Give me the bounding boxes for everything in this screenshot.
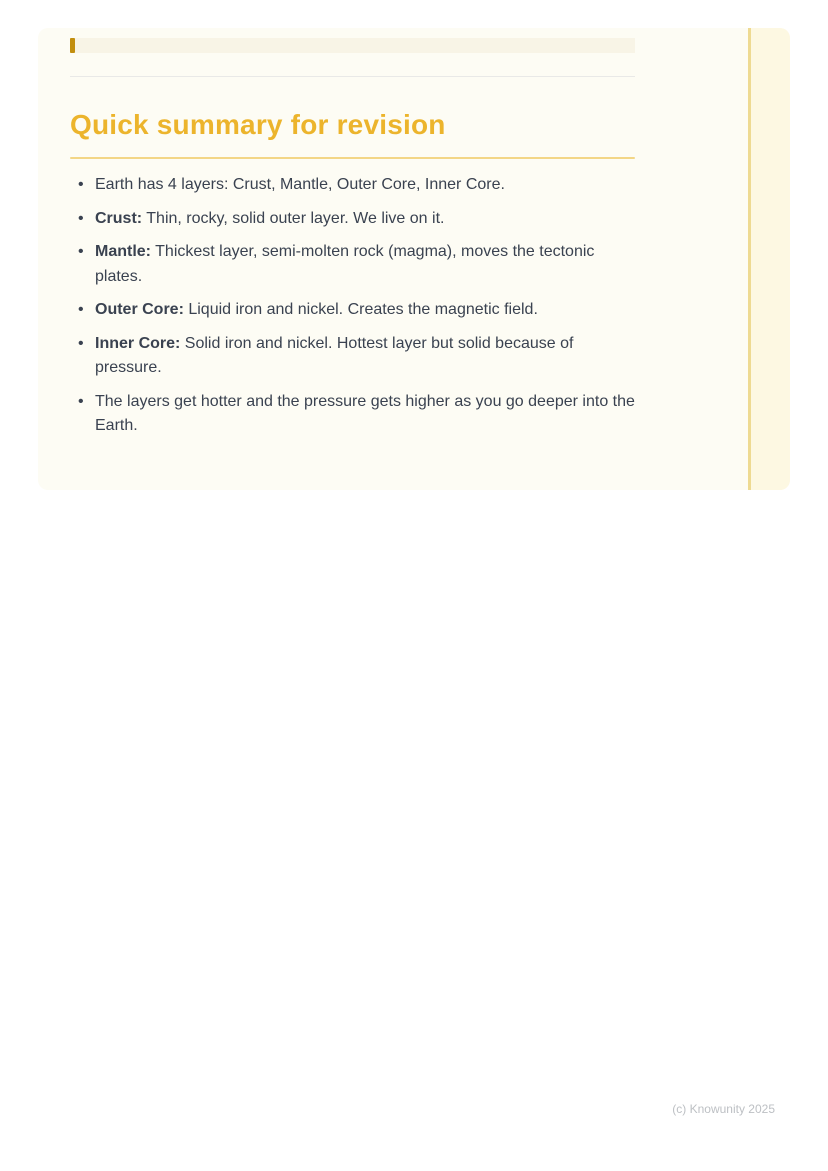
notes-card — [38, 28, 790, 490]
list-item-text: The layers get hotter and the pressure gets higher as you go deeper into the Earth. — [95, 392, 635, 434]
callout-remnant — [70, 38, 635, 53]
section-heading: Quick summary for revision — [70, 109, 446, 140]
card-content — [70, 28, 635, 448]
heading-underline — [70, 157, 635, 159]
summary-list — [70, 173, 635, 439]
copyright-footer: (c) Knowunity 2025 — [672, 1102, 775, 1116]
decorative-side-strip — [748, 28, 790, 490]
list-item-text: Thin, rocky, solid outer layer. We live on it. — [142, 209, 445, 227]
list-item-text: Liquid iron and nickel. Creates the magnetic field. — [183, 301, 538, 318]
list-item — [70, 240, 635, 289]
list-item-text: Solid iron and nickel. Hottest layer but solid because of pressure. — [95, 334, 574, 376]
list-item — [70, 298, 635, 323]
list-item-term: Mantle: — [95, 243, 151, 260]
list-item-text: Earth has 4 layers: Crust, Mantle, Outer Core, Inner Core. — [95, 176, 505, 193]
list-item — [70, 173, 635, 198]
list-item-term: Outer Core: — [95, 301, 184, 318]
list-item — [70, 332, 635, 381]
list-item-text: Thickest layer, semi-molten rock (magma), moves the tectonic plates. — [95, 243, 595, 285]
list-item-term: Crust: — [95, 209, 143, 227]
list-item — [70, 207, 635, 232]
list-item-term: Inner Core: — [95, 334, 181, 352]
callout-accent-bar — [70, 38, 75, 53]
section-divider — [70, 76, 635, 77]
list-item — [70, 390, 635, 439]
